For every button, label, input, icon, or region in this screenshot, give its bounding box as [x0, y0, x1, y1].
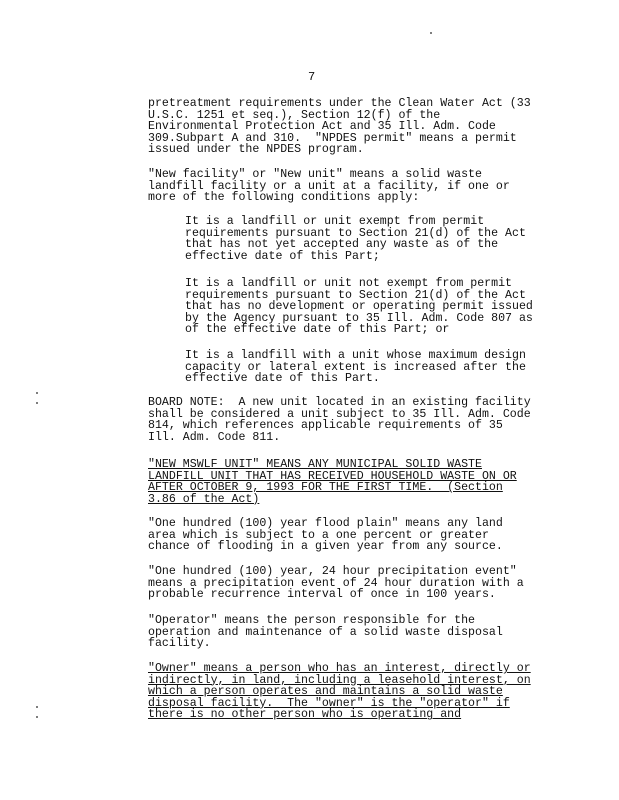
text-line: area which is subject to a one percent or greater	[148, 528, 489, 542]
text-line: Ill. Adm. Code 811.	[148, 430, 281, 444]
scan-speck	[36, 392, 38, 394]
text-line: requirements pursuant to Section 21(d) of the Act	[185, 226, 526, 240]
npdes-paragraph	[148, 98, 558, 156]
text-line: issued under the NPDES program.	[148, 143, 364, 157]
condition-3	[185, 350, 560, 385]
scan-speck	[36, 402, 38, 404]
text-line: "One hundred (100) year, 24 hour precipitation event"	[148, 565, 517, 578]
text-line: capacity or lateral extent is increased after the	[185, 360, 526, 374]
text-line: BOARD NOTE: A new unit located in an existing facility	[148, 396, 531, 409]
precipitation-event-definition	[148, 566, 558, 601]
text-line: by the Agency pursuant to 35 Ill. Adm. Code 807 as	[185, 311, 533, 325]
text-line: "New facility" or "New unit" means a solid waste	[148, 168, 482, 181]
text-line: pretreatment requirements under the Clean Water Act (33	[148, 97, 531, 110]
text-line: It is a landfill or unit exempt from permit	[185, 215, 485, 228]
underlined-text-line: AFTER OCTOBER 9, 1993 FOR THE FIRST TIME. (Section	[148, 481, 503, 495]
text-line: landfill facility or a unit at a facility, if one or	[148, 179, 510, 193]
text-line: requirements pursuant to Section 21(d) of the Act	[185, 288, 526, 302]
text-line: It is a landfill or unit not exempt from permit	[185, 277, 512, 290]
text-line: U.S.C. 1251 et seq.), Section 12(f) of the	[148, 108, 441, 122]
text-line: that has not yet accepted any waste as of the	[185, 238, 499, 252]
underlined-text-line: 3.86 of the Act)	[148, 492, 260, 506]
underlined-text-line: LANDFILL UNIT THAT HAS RECEIVED HOUSEHOLD WASTE ON OR	[148, 469, 517, 483]
text-line: shall be considered a unit subject to 35 Ill. Adm. Code	[148, 407, 531, 421]
underlined-text-line: there is no other person who is operating and	[148, 708, 462, 722]
owner-definition	[148, 663, 558, 721]
text-line: probable recurrence interval of once in 100 years.	[148, 588, 496, 602]
page-number: 7	[308, 70, 316, 84]
text-line: of the effective date of this Part; or	[185, 323, 450, 337]
text-line: effective date of this Part;	[185, 249, 380, 263]
flood-plain-definition	[148, 518, 558, 553]
text-line: Environmental Protection Act and 35 Ill. Adm. Code	[148, 120, 496, 134]
text-line: It is a landfill with a unit whose maximum design	[185, 349, 526, 362]
new-mswlf-unit-definition	[148, 459, 558, 505]
scan-speck	[36, 716, 38, 718]
scan-speck	[430, 32, 432, 34]
condition-2	[185, 278, 560, 336]
underlined-text-line: indirectly, in land, including a leasehold interest, on	[148, 673, 531, 687]
underlined-text-line: which a person operates and maintains a solid waste	[148, 685, 503, 699]
text-line: 309.Subpart A and 310. "NPDES permit" means a permit	[148, 131, 517, 145]
operator-definition	[148, 615, 558, 650]
underlined-text-line: disposal facility. The "owner" is the "operator" if	[148, 696, 510, 710]
text-line: "One hundred (100) year flood plain" means any land	[148, 517, 503, 530]
scan-speck	[36, 706, 38, 708]
underlined-text-line: "NEW MSWLF UNIT" MEANS ANY MUNICIPAL SOLID WASTE	[148, 458, 482, 471]
new-facility-definition	[148, 169, 558, 204]
text-line: means a precipitation event of 24 hour duration with a	[148, 576, 524, 590]
text-line: operation and maintenance of a solid waste disposal	[148, 625, 503, 639]
underlined-text-line: "Owner" means a person who has an interest, directly or	[148, 662, 531, 675]
text-line: facility.	[148, 637, 211, 651]
text-line: chance of flooding in a given year from any source.	[148, 540, 503, 554]
text-line: that has no development or operating permit issued	[185, 300, 533, 314]
text-line: more of the following conditions apply:	[148, 191, 420, 205]
text-line: "Operator" means the person responsible for the	[148, 614, 475, 627]
text-line: 814, which references applicable requirements of 35	[148, 419, 503, 433]
condition-1	[185, 216, 560, 262]
text-line: effective date of this Part.	[185, 372, 380, 386]
board-note	[148, 397, 558, 443]
